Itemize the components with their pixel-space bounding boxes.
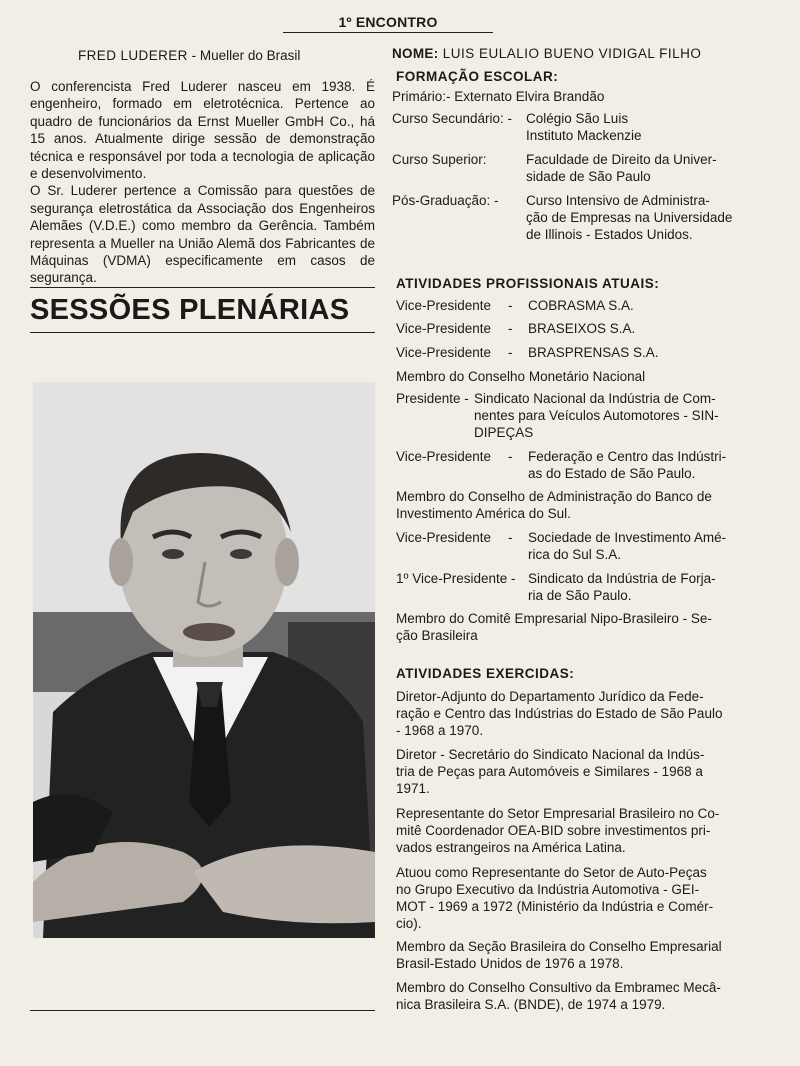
role-org: BRASPRENSAS S.A. <box>528 345 659 360</box>
role-dash: - <box>508 449 513 464</box>
role-label: 1º Vice-Presidente - <box>396 571 516 586</box>
exercida-line: Atuou como Representante do Setor de Auto-Peças <box>396 865 707 880</box>
exercidas-heading: ATIVIDADES EXERCIDAS: <box>396 666 575 681</box>
role-org: rica do Sul S.A. <box>528 547 622 562</box>
bio-paragraph: O conferencista Fred Luderer nasceu em 1938. É engenheiro, formado em eletrotécnica. Pertence ao quadro de funcionários da Ernst Mueller GmbH Co., há 15 anos. Atualmente dirige sessão de demonstração técnica e responsável por toda a tecnologia de aplicação e desenvolvimento. <box>30 79 375 182</box>
pos-value: ção de Empresas na Universidade <box>526 210 733 225</box>
role-org: ria de São Paulo. <box>528 588 632 603</box>
name-value: LUIS EULALIO BUENO VIDIGAL FILHO <box>442 46 702 61</box>
role-label: Vice-Presidente <box>396 449 492 464</box>
bottom-rule <box>30 1010 375 1011</box>
section-rule <box>30 287 375 288</box>
page-header: 1º ENCONTRO <box>338 14 438 30</box>
name-line <box>392 46 701 61</box>
role-org: Sindicato da Indústria de Forja- <box>528 571 716 586</box>
exercida-line: vados estrangeiros na América Latina. <box>396 840 626 855</box>
role-org: BRASEIXOS S.A. <box>528 321 636 336</box>
exercida-line: nica Brasileira S.A. (BNDE), de 1974 a 1979. <box>396 997 666 1012</box>
exercida-line: - 1968 a 1970. <box>396 723 484 738</box>
exercida-line: Diretor - Secretário do Sindicato Nacional da Indús- <box>396 747 705 762</box>
activity-line: ção Brasileira <box>396 628 478 643</box>
exercida-line: mitê Coordenador OEA-BID sobre investimentos pri- <box>396 823 711 838</box>
atuais-heading: ATIVIDADES PROFISSIONAIS ATUAIS: <box>396 276 660 291</box>
section-heading: SESSÕES PLENÁRIAS <box>30 294 350 326</box>
header-rule <box>283 32 493 33</box>
role-label: Vice-Presidente <box>396 321 492 336</box>
speaker-byline <box>78 48 300 63</box>
activity-line: Membro do Conselho Monetário Nacional <box>396 369 646 384</box>
pos-value: Curso Intensivo de Administra- <box>526 193 710 208</box>
exercida-line: ração e Centro das Indústrias do Estado de São Paulo <box>396 706 723 721</box>
superior-value: Faculdade de Direito da Univer- <box>526 152 717 167</box>
secundario-value: Instituto Mackenzie <box>526 128 642 143</box>
role-dash: - <box>508 298 513 313</box>
name-label: NOME: <box>392 46 439 61</box>
role-label: Vice-Presidente <box>396 298 492 313</box>
pos-value: de Illinois - Estados Unidos. <box>526 227 693 242</box>
exercida-line: Membro da Seção Brasileira do Conselho Empresarial <box>396 939 722 954</box>
secundario-value: Colégio São Luis <box>526 111 629 126</box>
speaker-photo <box>33 382 375 938</box>
exercida-line: tria de Peças para Automóveis e Similares - 1968 a <box>396 764 703 779</box>
role-org: as do Estado de São Paulo. <box>528 466 696 481</box>
role-org: Sociedade de Investimento Amé- <box>528 530 727 545</box>
role-dash: - <box>508 345 513 360</box>
formacao-heading: FORMAÇÃO ESCOLAR: <box>396 69 559 84</box>
exercida-line: 1971. <box>396 781 430 796</box>
activity-line: Investimento América do Sul. <box>396 506 571 521</box>
bio-paragraph: O Sr. Luderer pertence a Comissão para questões de segurança eletrostática da Associação dos Engenheiros Alemães (V.D.E.) como membro da Gerência. Também representa a Mueller na União Alemã dos Fabricantes de Máquinas (VDMA) especificamente em casos de segurança. <box>30 183 375 286</box>
role-org: nentes para Veículos Automotores - SIN- <box>474 408 719 423</box>
exercida-line: MOT - 1969 a 1972 (Ministério da Indústria e Comér- <box>396 899 714 914</box>
primario-line: Primário:- Externato Elvira Brandão <box>392 89 605 104</box>
speaker-bio <box>30 78 375 287</box>
exercida-line: Brasil-Estado Unidos de 1976 a 1978. <box>396 956 624 971</box>
exercida-line: no Grupo Executivo da Indústria Automotiva - GEI- <box>396 882 700 897</box>
section-rule <box>30 332 375 333</box>
role-dash: - <box>508 530 513 545</box>
role-label: Vice-Presidente <box>396 345 492 360</box>
activity-line: Membro do Conselho de Administração do Banco de <box>396 489 712 504</box>
role-dash: - <box>508 321 513 336</box>
secundario-label: Curso Secundário: - <box>392 111 513 126</box>
pos-label: Pós-Graduação: - <box>392 193 499 208</box>
superior-label: Curso Superior: <box>392 152 487 167</box>
speaker-company: - Mueller do Brasil <box>187 48 301 63</box>
exercida-line: Representante do Setor Empresarial Brasileiro no Co- <box>396 806 720 821</box>
role-label: Vice-Presidente <box>396 530 492 545</box>
role-label: Presidente - <box>396 391 469 406</box>
role-org: DIPEÇAS <box>474 425 534 440</box>
exercida-line: Diretor-Adjunto do Departamento Jurídico da Fede- <box>396 689 704 704</box>
activity-line: Membro do Comitê Empresarial Nipo-Brasileiro - Se- <box>396 611 712 626</box>
exercida-line: cio). <box>396 916 422 931</box>
speaker-name: FRED LUDERER <box>78 48 188 63</box>
exercida-line: Membro do Conselho Consultivo da Embramec Mecâ- <box>396 980 721 995</box>
role-org: Sindicato Nacional da Indústria de Com- <box>474 391 716 406</box>
superior-value: sidade de São Paulo <box>526 169 651 184</box>
role-org: COBRASMA S.A. <box>528 298 634 313</box>
role-org: Federação e Centro das Indústri- <box>528 449 727 464</box>
